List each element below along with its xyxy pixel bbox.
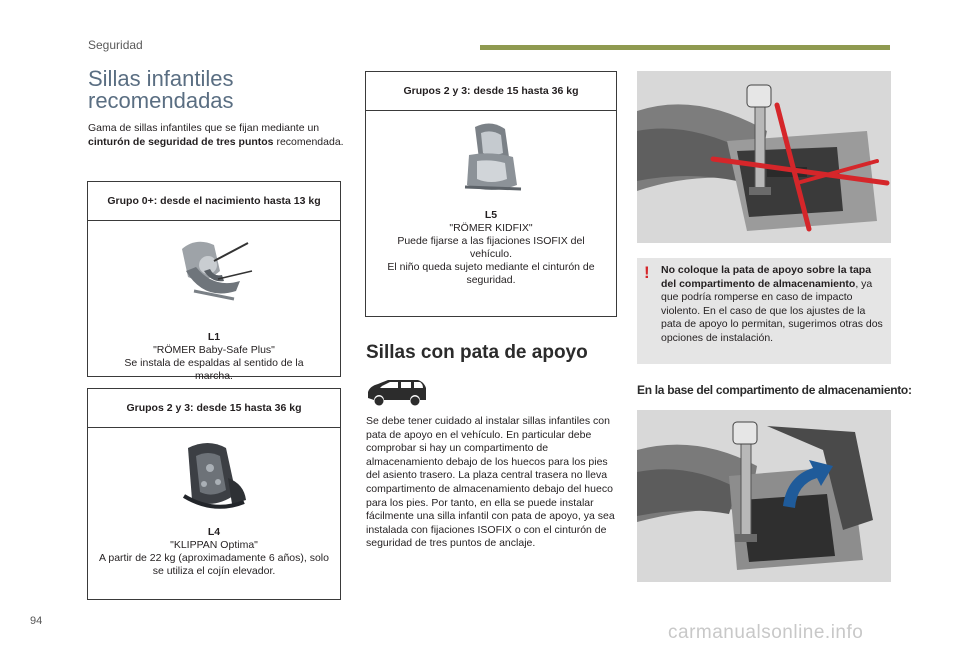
support-leg-paragraph: Se debe tener cuidado al instalar sillas infantiles con pata de apoyo en el vehículo. En particular debe comprobar si hay un compartimento de almacenamiento debajo de los huecos para los pies del asiento trasero. La plaza central trasera no lleva compartimento de almacenamiento debajo del hueco para los pies. Por tanto, en ella se puede instalar fácilmente una silla infantil con pata de apoyo, ya sea instalada con fijaciones ISOFIX o con el cinturón de seguridad de tres puntos de anclaje.: [366, 415, 615, 550]
warning-icon: !: [644, 263, 650, 282]
child-seat-box-l1: [87, 181, 341, 382]
section-label: Seguridad: [88, 38, 143, 52]
seat-code: L1: [207, 331, 221, 343]
intro-text-end: recomendada.: [273, 136, 344, 148]
booster-seat-image: [174, 438, 254, 514]
child-seat-box-l5: [365, 71, 617, 317]
seat-name: "RÖMER KIDFIX": [449, 222, 533, 234]
section-subtitle: Sillas con pata de apoyo: [366, 342, 588, 363]
seat-description: Se instala de espaldas al sentido de la marcha.: [124, 357, 304, 382]
seat-code: L4: [207, 526, 221, 538]
intro-text: Gama de sillas infantiles que se fijan mediante un: [88, 122, 320, 134]
page-title-line2: recomendadas: [88, 88, 234, 113]
box-header: Grupo 0+: desde el nacimiento hasta 13 kg: [88, 182, 340, 221]
box-header: Grupos 2 y 3: desde 15 hasta 36 kg: [88, 389, 340, 428]
car-icon: [366, 378, 428, 408]
page-title: [88, 68, 234, 112]
seat-description: A partir de 22 kg (aproximadamente 6 años), solo se utiliza el cojín elevador.: [99, 552, 329, 577]
seat-description-belt: El niño queda sujeto mediante el cinturón de seguridad.: [387, 261, 595, 286]
intro-bold: cinturón de seguridad de tres puntos: [88, 136, 274, 148]
isofix-seat-image: [451, 121, 531, 197]
warning-bold: No coloque la pata de apoyo sobre la tapa del compartimento de almacenamiento: [661, 264, 872, 290]
seat-description-isofix: Puede fijarse a las fijaciones ISOFIX del vehículo.: [397, 235, 585, 260]
box-header: Grupos 2 y 3: desde 15 hasta 36 kg: [366, 72, 616, 111]
child-seat-box-l4: [87, 388, 341, 600]
warning-note: [637, 258, 891, 364]
infant-carrier-image: [174, 231, 254, 307]
seat-code: L5: [484, 209, 498, 221]
page-title-line1: Sillas infantiles: [88, 66, 234, 91]
base-compartment-title: En la base del compartimento de almacenamiento:: [637, 383, 912, 397]
header-accent-bar: [480, 45, 890, 50]
photo-compartment-lid-not-allowed: [637, 71, 891, 243]
photo-compartment-base: [637, 410, 891, 582]
page-number: 94: [30, 615, 43, 627]
seat-name: "RÖMER Baby-Safe Plus": [153, 344, 275, 356]
warning-text: , ya que podría romperse en caso de impacto violento. En el caso de que los ajustes de la pata de apoyo lo permitan, sugerimos otras dos opciones de instalación.: [661, 277, 883, 344]
watermark: carmanualsonline.info: [668, 622, 864, 643]
intro-paragraph: [88, 121, 344, 149]
seat-name: "KLIPPAN Optima": [170, 539, 258, 551]
